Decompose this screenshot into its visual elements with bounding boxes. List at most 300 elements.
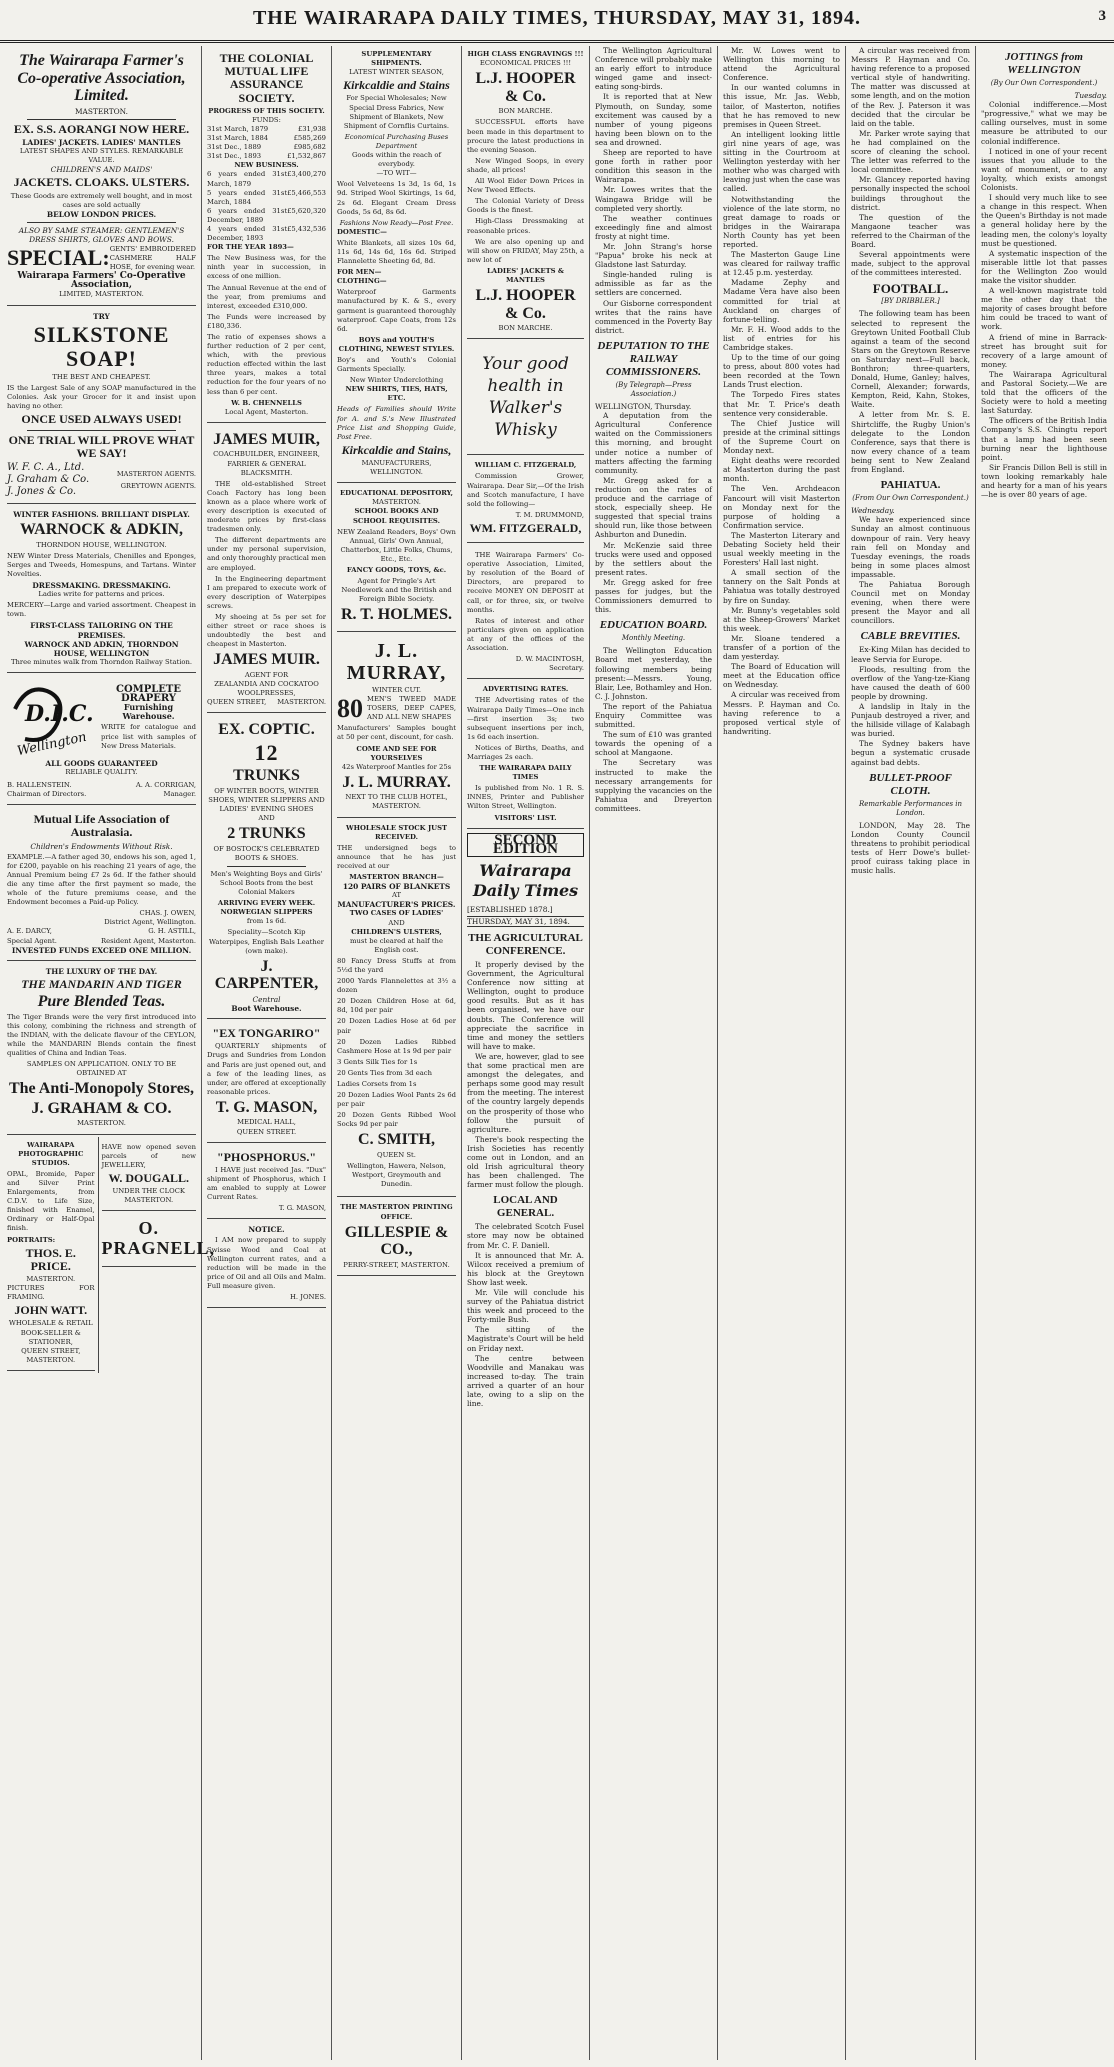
local-paragraph: It is announced that Mr. A. Wilcox received a premium of his block at the Greytown Show last week. <box>467 1250 584 1287</box>
news-paragraph: The Torpedo Fires states that Mr. T. Price's death sentence very considerable. <box>723 390 840 418</box>
jottings-paragraph: I should very much like to see a change in this respect. When the Queen's Birthday is not made a general holiday here by the leading men, the colony's loyalty must be questioned. <box>981 193 1107 248</box>
column-6 <box>718 46 846 2060</box>
colonial-title: THE COLONIAL MUTUAL LIFE ASSURANCE SOCIETY. <box>219 51 314 105</box>
pairs-blankets: 120 PAIRS OF BLANKETS <box>342 882 451 892</box>
under-clock: UNDER THE CLOCK MASTERTON. <box>112 1187 185 1205</box>
phos-text: I HAVE just received Jas. "Dux" shipment of Phosphorus, which I am enabled to supply at Lower Current Rates. <box>207 1165 326 1202</box>
boot-warehouse: Boot Warehouse. <box>231 1004 302 1014</box>
all-goods: ALL GOODS GUARANTEED <box>45 758 158 768</box>
high-class: HIGH CLASS ENGRAVINGS !!! <box>467 50 584 58</box>
mutual-text: EXAMPLE.—A father aged 30, endows his son, aged 1, for £200, payable on his reaching 21 years of age, the Annual Premium being £7 2s 6d. If the father should die any time after the first payment so made, the whole of the future premiums cease, and the Endowment becomes a Paid-up Policy. <box>7 852 196 907</box>
invested-funds: INVESTED FUNDS EXCEED ONE MILLION. <box>11 945 192 955</box>
news-paragraph: A circular was received from Messrs P. Hayman and Co. having reference to a proposed vertical style of handwriting. The matter was discussed at some length, and on the motion of the Rev. J. Paterson it was decided that the circular be laid on the table. <box>851 46 970 128</box>
jottings-paragraph: A well-known magistrate told me the other day that the majority of cases brought before him could be traced to want of work. <box>981 286 1107 332</box>
muir-text-2: The different departments are under my personal supervision, and only thoroughly practical men are employed. <box>207 536 326 572</box>
for-men: FOR MEN— <box>337 268 382 277</box>
date-line: THURSDAY, MAY 31, 1894. <box>467 916 584 927</box>
new-winged: New Winged Soops, in every shade, all prices! <box>467 156 584 174</box>
business-row: 6 years ended 31st December, 1889 £5,620,320 <box>207 206 326 224</box>
walkers-whisky-ad <box>467 341 584 455</box>
manufacturers: MANUFACTURERS, <box>361 459 432 468</box>
latest-shapes: LATEST SHAPES AND STYLES. REMARKABLE VALUE. <box>19 147 184 165</box>
warnock-text: NEW Winter Dress Materials, Chenilles and Eponges, Serges and Tweeds, Homespuns, and Tartans. Winter Novelties. <box>7 551 196 578</box>
holmes: R. T. HOLMES. <box>341 606 452 624</box>
best-cheapest: THE BEST AND CHEAPEST. <box>52 373 151 382</box>
page-number: 3 <box>1098 8 1106 24</box>
jones: H. JONES. <box>289 1292 326 1301</box>
mason: T. G. MASON, <box>215 1098 318 1116</box>
ladies-outfits: Ladies write for patterns and prices. <box>38 590 165 599</box>
pahiatua-heading: PAHIATUA. <box>880 479 941 492</box>
chairman: Chairman of Directors. <box>7 790 87 799</box>
agent-jones: J. Jones & Co. <box>7 485 77 497</box>
tongariro: "EX TONGARIRO" <box>212 1026 321 1041</box>
column-1 <box>2 46 216 2060</box>
bostock: OF BOSTOCK'S CELEBRATED BOOTS & SHOES. <box>213 844 320 862</box>
also-steamer: ALSO BY SAME STEAMER: GENTLEMEN'S DRESS SHIRTS, GLOVES AND BOWS. <box>18 225 185 244</box>
notice-text: I AM now prepared to supply Swisse Wood and Coal at Wellington current rates, and a reduction will be made in the price of Oil and all Oils and Malm. Full measure given. <box>207 1236 326 1290</box>
expenses: The ratio of expenses shows a further reduction of 2 per cent, which, with the previous reduction effected within the last three years, makes a total reduction for the four years of no less than 6 per cent. <box>207 333 326 396</box>
news-paragraph: A small section of the tannery on the Salt Ponds at Pahiatua was totally destroyed by fire on Sunday. <box>723 568 840 605</box>
pahiatua-paragraph: We have experienced since Sunday an almost continuous downpour of rain. Very heavy rain fell on Monday and Tuesday evenings, the roads being in some places almost impassable. <box>851 515 970 579</box>
goods-note: These Goods are extremely well bought, and in most cases are sold actually <box>10 191 193 209</box>
furnishing-warehouse: Furnishing Warehouse. <box>122 702 175 722</box>
jackets-line: JACKETS. CLOAKS. ULSTERS. <box>13 175 190 190</box>
local-paragraph: Mr. Vile will conclude his survey of the Pahiatua district this week and proceed to the Forty-mile Bush. <box>467 1288 584 1325</box>
trunks-2: 2 TRUNKS <box>227 825 306 843</box>
conf-paragraph: There's book respecting the Irish Societies has recently come out in London, and an old Irish agricultural theory has been challenged. The farmer must follow the plough. <box>467 1134 584 1190</box>
eighty: 80 <box>337 694 363 724</box>
trams-note: Three minutes walk from Thorndon Railway Station. <box>10 657 193 666</box>
local-paragraph: The centre between Woodville and Manakau was increased to-day. The train arrived a quarter of an hour late, owing to a slip on the line. <box>467 1353 584 1409</box>
ladies-jackets-mantles: LADIES' JACKETS & MANTLES <box>486 266 565 284</box>
local-paragraph: The celebrated Scotch Fusel store may now be obtained from Mr. C. F. Daniell. <box>467 1222 584 1250</box>
murray: J. L. MURRAY, <box>346 639 447 684</box>
football-paragraph: A letter from Mr. S. E. Shirtcliffe, the Rugby Union's delegate to the London Conference, says that there is now every chance of a team being sent to New Zealand from England. <box>851 410 970 475</box>
and-childrens: AND <box>388 918 405 927</box>
second-edition: SECOND EDITION <box>492 831 559 857</box>
mason-2: T. G. MASON, <box>278 1204 326 1213</box>
prices-list: Wool Velveteens 1s 3d, 1s 6d, 1s 9d. Striped Wool Skirtings, 1s 6d, 2s 6d. Elegant Cream Dress Goods, 5s 6d, 8s 6d. <box>337 180 456 216</box>
first-class-tailoring: FIRST-CLASS TAILORING ON THE PREMISES. <box>30 621 173 640</box>
come-see: COME AND SEE FOR YOURSELVES <box>356 744 437 762</box>
medical-hall: MEDICAL HALL, <box>237 1118 296 1127</box>
sale-line: 2000 Yards Flannelettes at 3½ a dozen <box>337 977 456 995</box>
bon-marche: BON MARCHE. <box>498 107 553 116</box>
silkstone-soap-ad <box>7 308 196 504</box>
darcy: A. E. DARCY, <box>7 927 52 936</box>
ex-ss-line: EX. S.S. AORANGI NOW HERE. <box>13 121 190 136</box>
corrigan: A. A. CORRIGAN, <box>135 781 196 790</box>
adv-text: THE Advertising rates of the Wairarapa Daily Times—One inch—first insertion 3s; two subsequent insertions per inch, 1s 6d each insertion. <box>467 696 584 741</box>
queen-street: QUEEN STREET, <box>207 698 267 707</box>
year-text: The New Business was, for the ninth year in succession, in excess of one million. <box>207 254 326 281</box>
printing-ad <box>337 1199 456 1275</box>
price-place: MASTERTON. <box>26 1274 76 1283</box>
news-paragraph: Several appointments were made, subject to the approval of the committees interested. <box>851 250 970 278</box>
education-paragraph: The Secretary was instructed to make the necessary arrangements for supplying the vacancies on the Pahiatua and Dreyerton committees. <box>595 758 712 813</box>
waterproof-2: 42s Waterproof Mantles for 25s <box>341 762 452 771</box>
visitors-list: VISITORS' LIST. <box>494 813 557 822</box>
perry-street: PERRY-STREET, MASTERTON. <box>343 1260 450 1269</box>
wholesale: WHOLESALE STOCK JUST RECEIVED. <box>345 823 448 841</box>
graham-place: MASTERTON. <box>77 1119 126 1128</box>
coop-assoc: Wairarapa Farmers' Co-Operative Association, <box>17 271 186 291</box>
deposit-ad <box>467 545 584 679</box>
masterton-agents: MASTERTON AGENTS. <box>116 469 196 478</box>
anti-monopoly: The Anti-Monopoly Stores, <box>8 1080 195 1098</box>
hooper-ad <box>467 46 584 339</box>
new-business: NEW BUSINESS. <box>234 161 299 170</box>
samples-line: SAMPLES ON APPLICATION. ONLY TO BE OBTAINED AT <box>26 1060 177 1078</box>
for-year: FOR THE YEAR 1893— <box>207 243 294 252</box>
business-table <box>207 170 326 243</box>
dougall-ad <box>102 1137 197 1212</box>
one-trial: ONE TRIAL WILL PROVE WHAT WE SAY! <box>8 432 195 460</box>
rates-text: Rates of interest and other particulars given on application at any of the offices of the Association. <box>467 616 584 653</box>
sale-line: 3 Gents Silk Ties for 1s <box>337 1057 418 1066</box>
engineering: In the Engineering department I am prepared to execute work of every description of Waterpipes screws. <box>207 574 326 610</box>
mandarin-tiger: THE MANDARIN AND TIGER <box>21 976 182 991</box>
james-muir-2: JAMES MUIR. <box>213 651 320 669</box>
mason-ad <box>207 1021 326 1143</box>
jottings-sub: (By Our Own Correspondent.) <box>990 79 1098 87</box>
secretary: Secretary. <box>549 664 584 673</box>
pictures-framing: PICTURES FOR FRAMING. <box>7 1284 95 1302</box>
colonial-mutual-ad <box>207 46 326 423</box>
next-club: NEXT TO THE CLUB HOTEL, MASTERTON. <box>345 793 448 811</box>
ulsters: CHILDREN'S ULSTERS, <box>351 927 442 936</box>
pure-blended: Pure Blended Teas. <box>37 993 166 1011</box>
mens-tweeds: MEN'S TWEED MADE TOSERS, DEEP CAPES, AND ALL NEW SHAPES <box>367 695 456 722</box>
tea-ad <box>7 963 196 1135</box>
fancy-goods: FANCY GOODS, TOYS, &c. <box>346 565 447 574</box>
economical-purchasing: Economical Purchasing Buses Department <box>344 132 449 150</box>
news-paragraph: Sheep are reported to have gone forth in rather poor condition this season in the Wairarapa. <box>595 148 712 185</box>
murray-ad <box>337 634 456 818</box>
macintosh: D. W. MACINTOSH, <box>515 655 584 664</box>
svg-text:D.I.C.: D.I.C. <box>25 700 94 727</box>
notice-ad <box>207 1221 326 1308</box>
school-books: SCHOOL BOOKS AND SCHOOL REQUISITES. <box>353 507 440 525</box>
complete-drapery: COMPLETE DRAPERY <box>116 684 181 705</box>
quarterly: QUARTERLY shipments of Drugs and Sundries from London and Paris are just opened out, and a few of the leading lines, as under, are offered at exceptionally reasonable prices. <box>207 1042 326 1096</box>
funds-row: 31st Dec., 1889 £985,682 <box>207 143 326 152</box>
economical-prices: ECONOMICAL PRICES !!! <box>479 59 572 68</box>
local-general-heading: LOCAL AND GENERAL. <box>493 1194 558 1220</box>
dougall: W. DOUGALL. <box>108 1170 190 1185</box>
coptic-ad <box>207 715 326 1019</box>
holmes-ad <box>337 485 456 632</box>
news-paragraph: Mr. Parker wrote saying that he had complained on the score of cleaning the school. The letter was referred to the local committee. <box>851 128 970 175</box>
undersigned: THE undersigned begs to announce that he has just received at our <box>337 843 456 870</box>
funds-row: 31st March, 1884 £585,269 <box>207 134 326 143</box>
news-paragraph: Mr. Sloane tendered a transfer of a portion of the dam yesterday. <box>723 633 840 662</box>
news-paragraph: The Board of Education will meet at the Education office on Wednesday. <box>723 662 840 690</box>
muir-text: THE old-established Street Coach Factory has long been known as a place where work of every description is executed of moderate prices by first-class tradesmen only. <box>207 479 326 534</box>
watt-line: WHOLESALE & RETAIL BOOK-SELLER & STATIONER, <box>8 1319 93 1346</box>
funds-increase: The Funds were increased by £180,336. <box>207 312 326 330</box>
printed-by: Is published from No. 1 R. S. INNES, Printer and Publisher Wilton Street, Wellington. <box>467 784 584 811</box>
deputation-paragraph: Mr. Gregg asked for free passes for judges, but the Commissioners demurred to this. <box>595 577 712 615</box>
speciality: Speciality—Scotch Kip Waterpipes, English Bals Leather (own make). <box>208 928 325 955</box>
agent-pringle: Agent for Pringle's Art Needlework and the British and Foreign Bible Society. <box>341 577 452 604</box>
success-text: SUCCESSFUL efforts have been made in this department to procure the latest productions in the evening Season. <box>467 118 584 154</box>
sale-line: Ladies Corsets from 1s <box>337 1080 417 1088</box>
deputation-paragraph: Mr. Gregg asked for a reduction on the rates of produce and the carriage of stock, especially sheep. He suggested that special trains should run, like those between Ashburton and Dunedin. <box>595 475 712 540</box>
dic-ad <box>7 675 196 805</box>
news-paragraph: Mr. W. Lowes went to Wellington this morning to attend the Agricultural Conference. <box>723 46 840 83</box>
thorndon-house: THORNDON HOUSE, WELLINGTON. <box>36 540 167 549</box>
business-row: 4 years ended 31st December, 1893 £5,432,536 <box>207 224 326 243</box>
hooper-2: L.J. HOOPER & Co. <box>475 287 576 322</box>
annual-revenue: The Annual Revenue at the end of the year, from premiums and interest, exceeded £310,000. <box>207 283 326 310</box>
news-paragraph: In our wanted columns in this issue, Mr. Jas. Webb, tailor, of Masterton, notifies that he has removed to new premises in Queen Street. <box>723 83 840 129</box>
football-heading: FOOTBALL. <box>872 281 949 297</box>
new-shirts: NEW SHIRTS, TIES, HATS, ETC. <box>345 385 448 403</box>
warnock-footer: WARNOCK AND ADKIN, THORNDON HOUSE, WELLINGTON <box>24 639 179 658</box>
norwegian: NORWEGIAN SLIPPERS <box>220 908 313 917</box>
childrens-line: CHILDREN'S AND MAIDS' <box>50 165 153 175</box>
jottings-heading: JOTTINGS from WELLINGTON <box>1005 51 1083 76</box>
portraits: PORTRAITS: <box>7 1235 56 1244</box>
ex-coptic: EX. COPTIC. <box>218 721 315 739</box>
masterton: MASTERTON. <box>277 698 326 707</box>
established: [ESTABLISHED 1878.] <box>467 904 553 914</box>
price-name: THOS. E. PRICE. <box>25 1245 76 1273</box>
sale-line: 80 Fancy Dress Stuffs at from 5½d the yard <box>337 956 456 974</box>
dressmaking: DRESSMAKING. DRESSMAKING. <box>32 581 171 591</box>
ladies-jackets: LADIES' JACKETS. LADIES' MANTLES <box>22 138 181 148</box>
column-4 <box>462 46 590 2060</box>
kirkcaldie: Kirkcaldie and Stains <box>343 78 450 93</box>
mutual-title: Mutual Life Association of Australasia. <box>33 812 170 840</box>
fitzgerald-ad <box>467 457 584 543</box>
astill: G. H. ASTILL, <box>148 927 196 936</box>
jottings-paragraph: A friend of mine in Barrack-street has brought suit for recovery of a large amount of money. <box>981 332 1107 369</box>
warnock-adkin-ad <box>7 506 196 673</box>
high-class-2: High-Class Dressmaking at reasonable prices. <box>467 217 584 235</box>
zealandia: ZEALANDIA AND COCKATOO WOOLPRESSES, <box>214 680 319 698</box>
silkstone-title: SILKSTONE SOAP! <box>33 321 170 371</box>
paper-title: Wairarapa Daily Times <box>472 860 579 900</box>
education-paragraph: The Wellington Education Board met yesterday, the following members being present:—Messrs. Young, Blair, Lee, Bothamley and Hon. C. J. Johnston. <box>595 646 712 701</box>
phosphorus: "PHOSPHORUS." <box>217 1149 316 1164</box>
pahiatua-paragraph: The Pahiatua Borough Council met on Monday evening, when there were present the Mayor and all councillors. <box>851 579 970 626</box>
john-watt: JOHN WATT. <box>14 1303 88 1318</box>
column-7 <box>846 46 976 2060</box>
news-paragraph: The Masterton Literary and Debating Society held their usual weekly meeting in the Foresters' Hall last night. <box>723 530 840 568</box>
funds-row: 31st Dec., 1893 £1,532,867 <box>207 152 326 161</box>
news-paragraph: The weather continues exceedingly fine and almost frosty at night time. <box>595 213 712 241</box>
jottings-day: Tuesday. <box>1074 91 1107 101</box>
news-paragraph: The Ven. Archdeacon Fancourt will visit Masterton on Monday next for the purpose of holding a Confirmation service. <box>723 484 840 530</box>
funds-row: 31st March, 1879 £31,938 <box>207 124 326 133</box>
svg-text:Wellington: Wellington <box>15 729 88 759</box>
hallenstein: B. HALLENSTEIN. <box>7 781 72 790</box>
clothing: CLOTHING— <box>337 277 387 286</box>
football-sub: [BY DRIBBLER.] <box>881 297 940 306</box>
funds-head: FUNDS: <box>252 115 281 124</box>
from-price: from 1s 6d. <box>246 917 287 926</box>
district-agent: District Agent, Wellington. <box>104 918 196 927</box>
at-label: AT <box>391 891 402 900</box>
cable-paragraph: Floods, resulting from the overflow of the Yang-tze-Kiang have caused the death of 600 people by drowning. <box>851 664 970 701</box>
bullet-proof-heading: BULLET-PROOF CLOTH. <box>869 771 952 797</box>
have-new: HAVE now opened seven parcels of new JEWELLERY, <box>101 1142 196 1169</box>
mutual-sub: Children's Endowments Without Risk. <box>30 841 173 851</box>
chennells: W. B. CHENNELLS <box>231 398 302 407</box>
notices: Notices of Births, Deaths, and Marriages 2s each. <box>467 743 584 761</box>
walkers-script: Your good health in Walker's Whisky <box>482 354 569 441</box>
graham-co: J. GRAHAM & CO. <box>31 1099 172 1117</box>
waterproof: Waterproof Garments manufactured by K. & S., every garment is guaranteed thoroughly waterproof. Cape Coats, from 12s 6d. <box>337 288 456 333</box>
jottings-paragraph: Colonial indifference.—Most "progressive," what we may be calling ourselves, must in some measure be attributed to our colonial indifference. <box>981 100 1107 146</box>
column-2 <box>202 46 332 2060</box>
news-paragraph: The Masterton Gauge Line was cleared for railway traffic at 12.45 p.m. yesterday. <box>723 250 840 278</box>
business-row: 5 years ended 31st March, 1884 £5,466,553 <box>207 188 326 206</box>
carpenter: J. CARPENTER, <box>214 957 319 993</box>
mutual-life-ad <box>7 807 196 961</box>
wairarapa-assoc: THE Wairarapa Farmers' Co-operative Association, Limited, by resolution of the Board of Directors, are prepared to receive MONEY ON DEPOSIT at call, or for three, six, or twelve months. <box>467 551 584 614</box>
luxury-day: THE LUXURY OF THE DAY. <box>45 966 158 976</box>
news-paragraph: An intelligent looking little girl nine years of age, was sitting in the Courtroom at Wellington yesterday with her mother who was charged with leaving just when the case was called. <box>723 129 840 194</box>
photo-text: OPAL, Bromide, Paper and Silver Print Enlargements, from C.D.V. to Life Size, finished with Enamel, Ordinary or Half-Opal finish. <box>7 1169 95 1233</box>
dic-logo <box>7 679 97 759</box>
news-paragraph: A circular was received from Messrs. P. Hayman and Co. having reference to a proposed vertical style of handwriting. <box>723 690 840 736</box>
news-paragraph: The question of the Mangaone teacher was referred to the Chairman of the Board. <box>851 212 970 249</box>
soap-text: IS the Largest Sale of any SOAP manufactured in the Colonies. Ask your Grocer for it and insist upon having no other. <box>7 384 196 411</box>
newspaper-title: THE WAIRARAPA DAILY TIMES, THURSDAY, MAY 31, 1894. <box>252 7 862 29</box>
farmers-title: The Wairarapa Farmer's Co-operative Association, Limited. <box>17 52 186 105</box>
fitzgerald-name: WILLIAM C. FITZGERALD, <box>474 461 577 470</box>
sale-line: 20 Dozen Ladies Wool Pants 2s 6d per pair <box>337 1091 456 1109</box>
for-special: For Special Wholesales; New Special Dress Fabrics, New Shipment of Blankets, New Shipment of Cornflis Curtains. <box>343 94 450 130</box>
colonial-variety: The Colonial Variety of Dress Goods is the finest. <box>467 197 584 215</box>
murray-2: J. L. MURRAY. <box>342 773 451 791</box>
mens-weights: Men's Weighting Boys and Girls' School Boots from the best Colonial Makers <box>210 869 323 897</box>
local-agent: Local Agent, Masterton. <box>224 407 309 416</box>
photo-studio: WAIRARAPA PHOTOGRAPHIC STUDIOS. <box>18 1140 84 1167</box>
pahiatua-place: Wednesday. <box>851 506 895 516</box>
deputation-sub: (By Telegraph—Press Association.) <box>615 380 692 398</box>
and-label: AND <box>258 814 275 823</box>
business-row: 6 years ended 31st March, 1879 £3,400,270 <box>207 170 326 188</box>
boys-clothing: BOYS and YOUTH'S CLOTHING, NEWEST STYLES. <box>338 335 455 353</box>
education-paragraph: The sum of £10 was granted towards the opening of a school at Mangaone. <box>595 730 712 758</box>
boys-text: Boy's and Youth's Colonial Garments Specially. <box>337 356 456 374</box>
hooper: L.J. HOOPER & Co. <box>475 70 576 105</box>
cable-paragraph: A landslip in Italy in the Punjaub destroyed a river, and the hillside village of Kalabagh was buried. <box>851 702 970 739</box>
jottings-paragraph: The Wairarapa Agricultural and Pastoral Society.—We are told that the officers of the Society were to hold a meeting last Saturday. <box>981 369 1107 416</box>
sale-lines <box>337 957 456 1130</box>
local-paragraph: The sitting of the Magistrate's Court will be held on Friday next. <box>467 1325 584 1353</box>
progress: PROGRESS OF THIS SOCIETY. <box>208 106 325 115</box>
blankets: White Blankets, all sizes 10s 6d, 11s 6d, 14s 6d, 16s 6d. Striped Flannelette Sheeting 6d, 8d. <box>337 238 456 266</box>
winter-fashions: WINTER FASHIONS. BRILLIANT DISPLAY. <box>13 509 190 519</box>
news-paragraph: The Wellington Agricultural Conference will probably make an early effort to introduce winged game and insect-eating song-birds. <box>595 46 713 92</box>
farmers-place: MASTERTON. <box>74 106 129 116</box>
advertising-title: ADVERTISING RATES. <box>482 685 569 694</box>
conf-paragraph: We are, however, glad to see that some practical men are amongst the delegates, and perhaps some good may result from the meeting. The interest of the country largely depends on the prosperity of those who follow the pursuit of agriculture. <box>467 1051 584 1134</box>
deputation-heading: DEPUTATION TO THE RAILWAY COMMISSIONERS. <box>597 339 710 378</box>
pragnell-ad: O. PRAGNELL, <box>102 1213 197 1267</box>
special-text: GENTS' EMBROIDERED CASHMERE HALF HOSE, for evening wear. <box>109 244 196 271</box>
cable-paragraph: Ex-King Milan has decided to leave Servia for Europe. <box>851 645 970 664</box>
heads-families: Heads of Families should Write for A. and S.'s New Illustrated Price List and Shopping Guide, Post Free. <box>337 405 456 441</box>
news-paragraph: Mr. Bunny's vegetables sold at the Sheep-Growers' Market this week. <box>723 605 840 633</box>
greytown-agents: GREYTOWN AGENTS. <box>120 481 196 490</box>
jottings-paragraph: I noticed in one of your recent issues that you allude to the want of monument, or to any loyalty, which exists amongst Colonists. <box>981 146 1107 193</box>
manufacturers-prices: MANUFACTURER'S PRICES. <box>337 900 456 910</box>
supplementary: SUPPLEMENTARY SHIPMENTS. <box>361 50 432 68</box>
ks-footer: Kirkcaldie and Stains, <box>341 442 452 457</box>
masterton-branch: MASTERTON BRANCH— <box>349 873 444 882</box>
sale-line: 20 Dozen Gents Ribbed Wool Socks 9d per pair <box>337 1111 456 1129</box>
wellington: WELLINGTON. <box>370 468 423 477</box>
wool-eider: All Wool Eider Down Prices in New Tweed Effects. <box>467 177 584 195</box>
column-3 <box>332 46 462 2060</box>
central: Central <box>252 994 281 1004</box>
reliable-quality: RELIABLE QUALITY. <box>65 767 138 776</box>
agent-wfca: W. F. C. A., Ltd. <box>7 461 85 473</box>
trunks: TRUNKS <box>233 767 300 785</box>
write-for: WRITE for catalogue and price list with samples of New Dress Materials. <box>101 723 196 750</box>
coop-limited: LIMITED, MASTERTON. <box>59 290 144 299</box>
educational: EDUCATIONAL DEPOSITORY, <box>339 489 454 498</box>
smith: C. SMITH, <box>358 1131 435 1149</box>
masterton-edu: MASTERTON. <box>372 498 421 507</box>
news-paragraph: Our Gisborne correspondent writes that the rains have commenced in the Poverty Bay district. <box>595 298 712 335</box>
new-winter: New Winter Underclothing <box>349 376 444 385</box>
masthead <box>0 0 1114 43</box>
domestic: DOMESTIC— <box>337 227 387 236</box>
queen-st: QUEEN St. <box>377 1151 416 1160</box>
jottings-paragraph: Sir Francis Dillon Bell is still in town looking remarkably hale and hearty for a man of his years—he is over 80 years of age. <box>981 462 1107 500</box>
watt-address: QUEEN STREET, MASTERTON. <box>21 1346 81 1364</box>
education-sub: Monthly Meeting. <box>621 634 686 643</box>
coachbuilder: COACHBUILDER, ENGINEER, FARRIER & GENERAL BLACKSMITH. <box>213 450 320 477</box>
sale-line: 20 Dozen Children Hose at 6d, 8d, 10d per pair <box>337 997 456 1015</box>
gillespie: GILLESPIE & CO., <box>344 1223 449 1259</box>
news-paragraph: Single-handed ruling is admissible as far as the settlers are concerned. <box>595 270 712 298</box>
branches: Wellington, Hawera, Nelson, Westport, Greymouth and Dunedin. <box>347 1162 446 1189</box>
agri-conf-heading: THE AGRICULTURAL CONFERENCE. <box>468 932 583 957</box>
masterton-printing: THE MASTERTON PRINTING OFFICE. <box>340 1203 453 1221</box>
news-paragraph: Mr. Glancey reported having personally inspected the school buildings throughout the district. <box>851 175 970 212</box>
column-5 <box>590 46 718 2060</box>
advertising-rates <box>467 681 584 828</box>
warnock-title: WARNOCK & ADKIN, <box>19 521 184 539</box>
james-muir: JAMES MUIR, <box>213 430 320 448</box>
funds-table <box>207 125 326 161</box>
to-wit: —TO WIT— <box>376 169 417 178</box>
special-label: SPECIAL: <box>7 245 110 271</box>
education-heading: EDUCATION BOARD. <box>599 619 708 632</box>
fashions-ready: Fashions Now Ready—Post Free. <box>339 218 454 227</box>
james-muir-ad <box>207 425 326 714</box>
mercery-text: MERCERY—Large and varied assortment. Cheapest in town. <box>7 601 196 619</box>
winter-cut: WINTER CUT. <box>371 685 421 694</box>
photo-studio-ad <box>7 1137 95 1371</box>
notice: NOTICE. <box>248 1225 285 1235</box>
second-edition-box <box>467 833 584 857</box>
arriving: ARRIVING EVERY WEEK. <box>217 899 316 908</box>
pahiatua-sub: (From Our Own Correspondent.) <box>852 494 969 503</box>
column-8 <box>976 46 1112 2060</box>
jottings-paragraph: The officers of the British India Company's S.S. Chingtu report that a lamp had been seen burning near the lighthouse point. <box>981 416 1107 462</box>
news-paragraph: Up to the time of our going to press, about 800 votes had been recorded at the Town Lands Trust election. <box>723 353 840 390</box>
